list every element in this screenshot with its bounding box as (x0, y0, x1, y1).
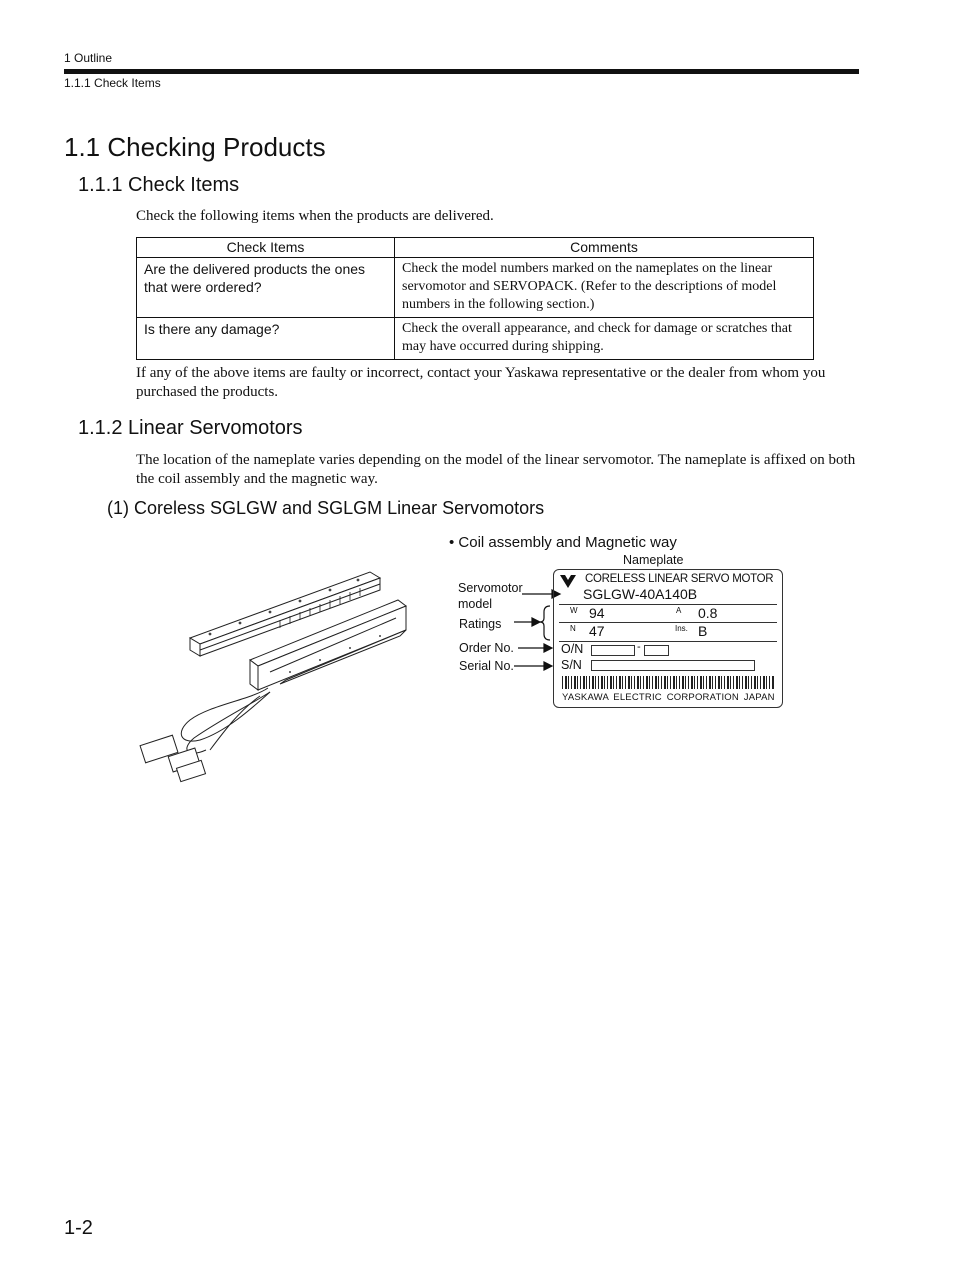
nameplate-a-label: A (676, 606, 682, 615)
linear-servomotors-intro: The location of the nameplate varies depending on the model of the linear servomotor. The nameplate is affixed on both the coil assembly and the magnetic way. (136, 452, 856, 487)
nameplate-model: SGLGW-40A140B (583, 586, 698, 602)
serial-no-label: Serial No. (459, 659, 514, 673)
check-items-note: If any of the above items are faulty or incorrect, contact your Yaskawa representative or the dealer from whom you purchased the products. (136, 365, 826, 400)
check-items-intro: Check the following items when the products are delivered. (136, 208, 494, 224)
nameplate-ins-label: Ins. (675, 624, 688, 633)
linear-servomotors-title: 1.1.2 Linear Servomotors (78, 417, 303, 439)
table-cell-comment: Check the overall appearance, and check for damage or scratches that may have occurred during shipping. (395, 318, 814, 360)
nameplate-divider (559, 641, 777, 642)
table-row (137, 318, 814, 360)
coreless-subsection-title: (1) Coreless SGLGW and SGLGM Linear Servomotors (107, 498, 545, 518)
servomotor-model-label-2: model (458, 597, 493, 611)
running-header-section: 1.1.1 Check Items (64, 76, 161, 90)
nameplate-order-box-2 (644, 645, 669, 656)
nameplate-serial-box (591, 660, 755, 671)
table-header-check-items: Check Items (137, 238, 395, 258)
nameplate-sn-label: S/N (561, 658, 582, 672)
nameplate-on-label: O/N (561, 642, 584, 656)
nameplate-ins-value: B (698, 623, 708, 639)
nameplate-w-value: 94 (589, 605, 605, 621)
table-cell-item: Is there any damage? (137, 318, 395, 360)
ratings-label: Ratings (459, 617, 502, 631)
nameplate (553, 569, 783, 708)
nameplate-footer: YASKAWA ELECTRIC CORPORATION JAPAN (562, 692, 775, 703)
table-cell-item: Are the delivered products the ones that were ordered? (137, 258, 395, 318)
running-header-chapter: 1 Outline (64, 51, 113, 65)
table-header-comments: Comments (395, 238, 814, 258)
linear-servomotor-illustration (130, 560, 420, 790)
yaskawa-logo-icon (560, 575, 576, 588)
table-cell-comment: Check the model numbers marked on the nameplates on the linear servomotor and SERVOPACK. (Refer to the descriptions of model numbers in the following section.) (395, 258, 814, 318)
nameplate-a-value: 0.8 (698, 605, 718, 621)
header-rule (64, 69, 859, 74)
nameplate-title: CORELESS LINEAR SERVO MOTOR (585, 573, 774, 585)
order-no-label: Order No. (459, 641, 514, 655)
nameplate-n-value: 47 (589, 623, 605, 639)
table-header-row (137, 238, 814, 258)
section-title: 1.1 Checking Products (64, 132, 326, 162)
nameplate-label: Nameplate (623, 553, 684, 567)
servomotor-model-label: Servomotor (458, 581, 523, 595)
nameplate-order-dash: - (637, 641, 641, 653)
nameplate-n-label: N (570, 624, 576, 633)
nameplate-barcode (562, 676, 774, 689)
nameplate-order-box (591, 645, 635, 656)
check-items-title: 1.1.1 Check Items (78, 174, 240, 196)
check-items-table (136, 237, 814, 360)
figure-bullet: • Coil assembly and Magnetic way (449, 534, 677, 551)
table-row (137, 258, 814, 318)
nameplate-w-label: W (570, 606, 578, 615)
page-number: 1-2 (64, 1217, 93, 1239)
